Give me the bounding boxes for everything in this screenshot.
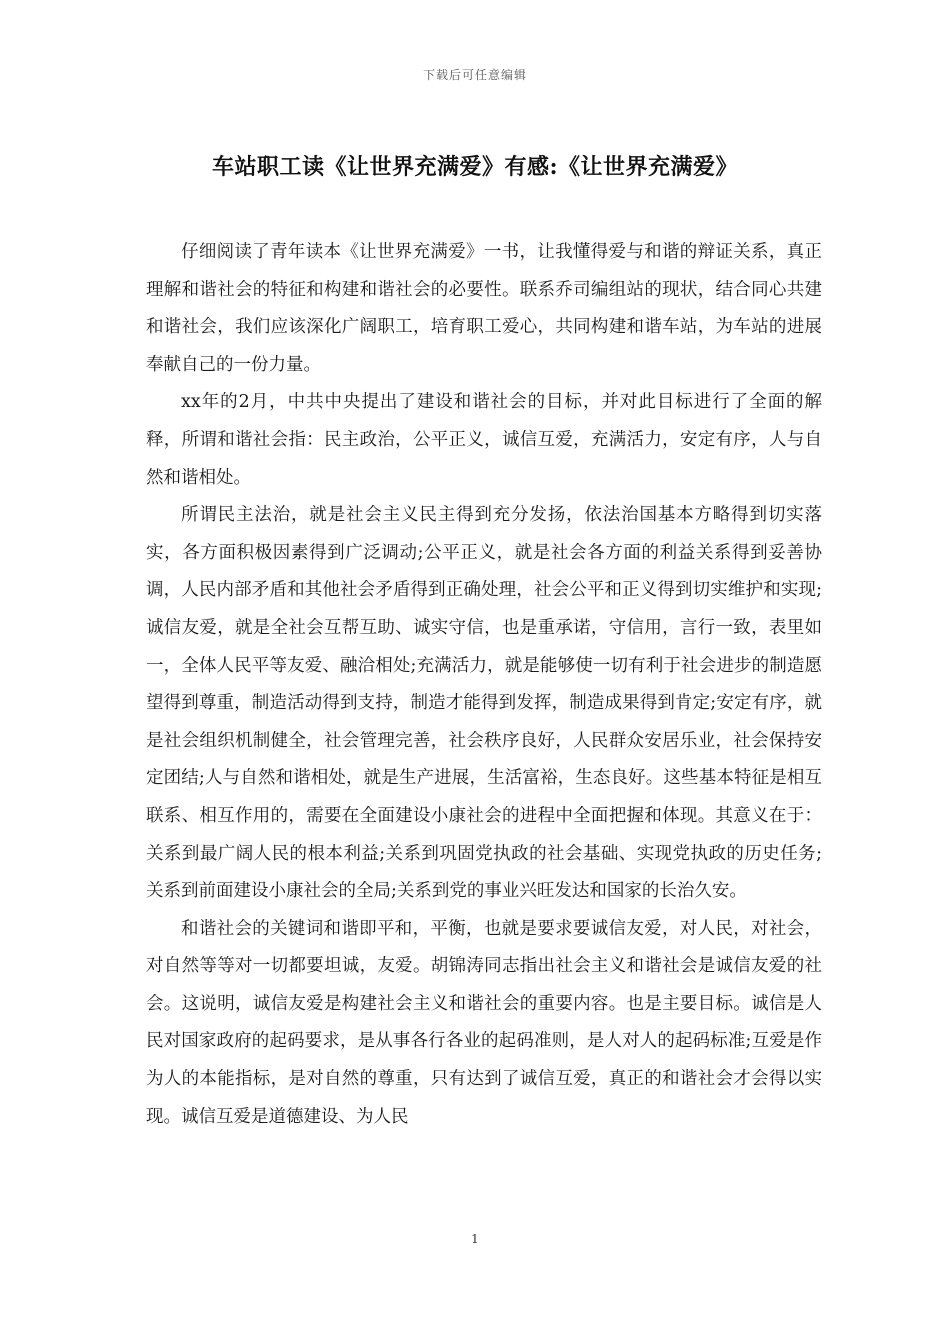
paragraph-3: 所谓民主法治，就是社会主义民主得到充分发扬，依法治国基本方略得到切实落实，各方面积极因素得到广泛调动;公平正义，就是社会各方面的利益关系得到妥善协调，人民内部矛盾和其他社会矛盾得到正确处理，社会公平和正义得到切实维护和实现;诚信友爱，就是全社会互帮互助、诚实守信，也是重承诺，守信用，言行一致，表里如一，全体人民平等友爱、融洽相处;充满活力，就是能够使一切有利于社会进步的制造愿望得到尊重，制造活动得到支持，制造才能得到发挥，制造成果得到肯定;安定有序，就是社会组织机制健全，社会管理完善，社会秩序良好，人民群众安居乐业，社会保持安定团结;人与自然和谐相处，就是生产进展，生活富裕，生态良好。这些基本特征是相互联系、相互作用的，需要在全面建设小康社会的进程中全面把握和体现。其意义在于：关系到最广阔人民的根本利益;关系到巩固党执政的社会基础、实现党执政的历史任务;关系到前面建设小康社会的全局;关系到党的事业兴旺发达和国家的长治久安。: [146, 505, 822, 902]
header-note: 下载后可任意编辑: [422, 68, 527, 82]
paragraph-1: 仔细阅读了青年读本《让世界充满爱》一书，让我懂得爱与和谐的辩证关系，真正理解和谐社会的特征和构建和谐社会的必要性。联系乔司编组站的现状，结合同心共建和谐社会，我们应该深化广阔职工，培育职工爱心，共同构建和谐车站，为车站的进展奉献自己的一份力量。: [146, 242, 822, 375]
paragraph-4: 和谐社会的关键词和谐即平和，平衡，也就是要求要诚信友爱，对人民，对社会，对自然等等对一切都要坦诚，友爱。胡锦涛同志指出社会主义和谐社会是诚信友爱的社会。这说明，诚信友爱是构建社会主义和谐社会的重要内容。也是主要目标。诚信是人民对国家政府的起码要求，是从事各行各业的起码准则，是人对人的起码标准;互爱是作为人的本能指标，是对自然的尊重，只有达到了诚信互爱，真正的和谐社会才会得以实现。诚信互爱是道德建设、为人民: [146, 918, 822, 1127]
page-title: 车站职工读《让世界充满爱》有感:《让世界充满爱》: [211, 154, 739, 180]
page-number: 1: [471, 1232, 479, 1246]
article-body: [146, 234, 822, 1136]
paragraph-2: xx年的2月，中共中央提出了建设和谐社会的目标，并对此目标进行了全面的解释，所谓和谐社会指：民主政治，公平正义，诚信互爱，充满活力，安定有序，人与自然和谐相处。: [146, 392, 822, 488]
